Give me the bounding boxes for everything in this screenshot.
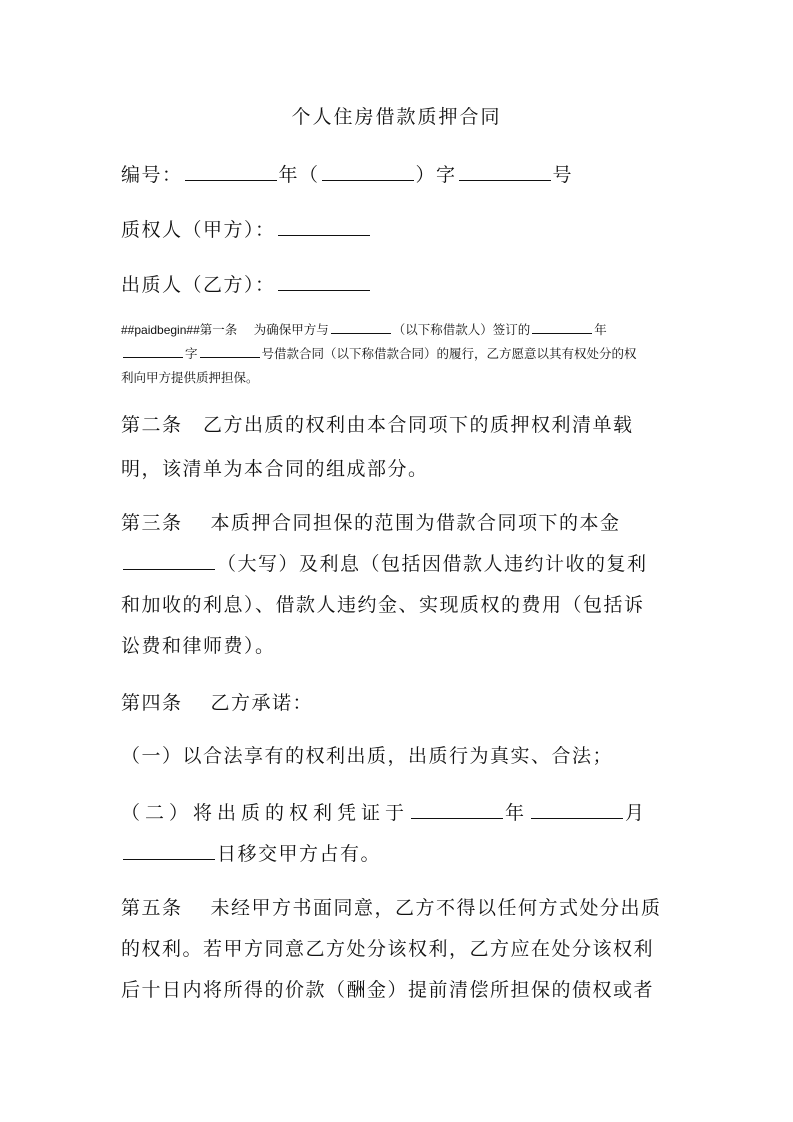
article-4-item-2-line-1: [121, 798, 649, 825]
article-4-text: 日移交甲方占有。: [217, 843, 382, 865]
article-4-text: 年: [505, 802, 530, 824]
paid-marker: ##paidbegin##: [121, 323, 200, 337]
char-label: ）字: [415, 164, 457, 186]
blank-field[interactable]: [123, 550, 215, 570]
article-5-line-3: 后十日内将所得的价款（酬金）提前清偿所担保的债权或者: [121, 979, 655, 1001]
article-4-item-1: （一）以合法享有的权利出质，出质行为真实、合法；: [121, 745, 614, 767]
blank-field[interactable]: [331, 321, 391, 335]
article-5-line-1: 第五条 未经甲方书面同意，乙方不得以任何方式处分出质: [121, 897, 662, 919]
article-1-line-3: 利向甲方提供质押担保。: [121, 370, 259, 385]
article-4-heading: 第四条 乙方承诺：: [121, 692, 314, 714]
article-2-line-2: 明，该清单为本合同的组成部分。: [121, 458, 429, 480]
article-3-line-4: 讼费和律师费）。: [121, 635, 276, 657]
blank-field[interactable]: [532, 321, 592, 335]
pledgee-line: [121, 215, 372, 242]
pledgee-label: 质权人（甲方）：: [121, 219, 276, 241]
year-label: 年（: [278, 164, 320, 186]
blank-field[interactable]: [185, 161, 277, 181]
article-4-text: 月: [625, 802, 650, 824]
blank-field[interactable]: [322, 161, 414, 181]
article-3-text: （大写）及利息（包括因借款人违约计收的复利: [217, 553, 648, 575]
article-5-line-2: 的权利。若甲方同意乙方处分该权利，乙方应在处分该权利: [121, 938, 655, 960]
contract-number-line: [121, 160, 573, 187]
blank-field[interactable]: [278, 216, 370, 236]
blank-field[interactable]: [123, 840, 215, 860]
article-1-text: 号借款合同（以下称借款合同）的履行，乙方愿意以其有权处分的权: [261, 346, 637, 361]
blank-field[interactable]: [531, 799, 623, 819]
article-3-line-2: [121, 549, 648, 576]
article-1-line-1: [121, 320, 607, 338]
article-3-line-1: 第三条 本质押合同担保的范围为借款合同项下的本金: [121, 512, 621, 534]
number-label: 编号：: [121, 164, 183, 186]
article-4-text: （二）将出质的权利凭证于: [121, 802, 410, 824]
blank-field[interactable]: [123, 345, 183, 359]
article-4-item-2-line-2: [121, 839, 381, 866]
blank-field[interactable]: [459, 161, 551, 181]
article-1-line-2: [121, 344, 637, 362]
article-1-text: （以下称借款人）签订的: [392, 322, 531, 337]
pledgor-line: [121, 270, 372, 297]
article-1-text: 年: [594, 322, 607, 337]
document-title: 个人住房借款质押合同: [291, 106, 502, 128]
blank-field[interactable]: [278, 271, 370, 291]
article-3-line-3: 和加收的利息）、借款人违约金、实现质权的费用（包括诉: [121, 594, 645, 616]
article-1-text: 字: [185, 346, 198, 361]
article-2-line-1: 第二条 乙方出质的权利由本合同项下的质押权利清单载: [121, 414, 634, 436]
blank-field[interactable]: [411, 799, 503, 819]
article-1-text: 第一条 为确保甲方与: [199, 322, 329, 337]
pledgor-label: 出质人（乙方）：: [121, 274, 276, 296]
blank-field[interactable]: [200, 345, 260, 359]
number-end-label: 号: [552, 164, 574, 186]
